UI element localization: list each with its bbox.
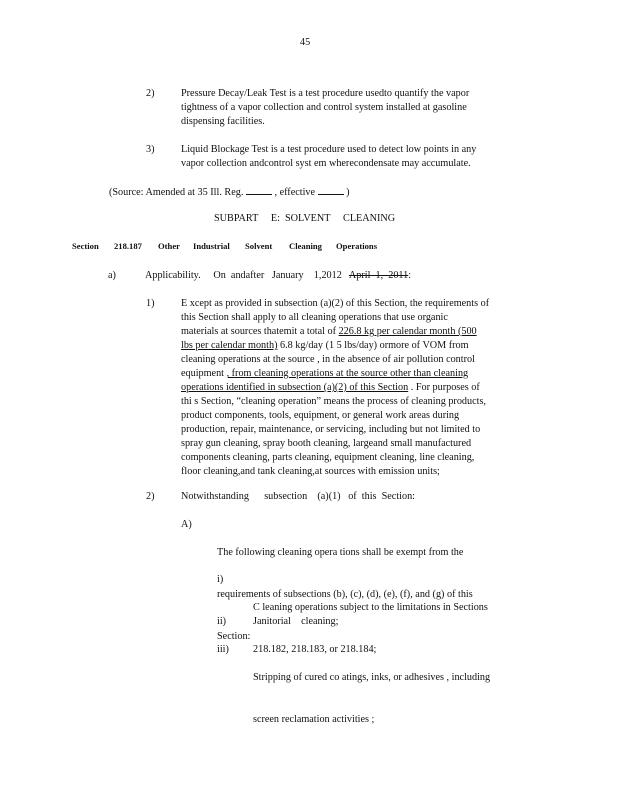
text-line [181,367,489,381]
para-ii-text: Janitorial cleaning; [253,616,339,627]
source-blank-2 [318,184,344,195]
text-line [181,465,489,479]
text-segment: floor cleaning,and tank cleaning,at sources with emission units; [181,466,440,477]
item-3-number: 3) [146,144,155,155]
para-a-number: a) [108,270,116,281]
para-1-number: 1) [146,298,155,309]
para-a-main: Applicability. On andafter January 1,2012 [145,270,342,281]
para-a-text [145,269,411,283]
text-line [181,437,489,451]
section-label: Section [72,241,99,251]
section-number: 218.187 [114,241,142,251]
text-line: Stripping of cured co atings, inks, or adhesives , including [253,672,491,683]
inserted-text: lbs per calendar month) [181,340,278,351]
text-segment: E xcept as provided in subsection (a)(2) of this Section, the requirements of [181,298,490,309]
para-a-struck: April 1, 2011 [348,270,409,281]
inserted-text: 226.8 kg per calendar month (500 [338,326,477,337]
section-title-word: Operations [336,241,378,251]
section-title-word: Solvent [245,241,273,251]
text-line: screen reclamation activities ; [253,714,375,725]
text-line [181,353,489,367]
text-segment: cleaning operations at the source , in the absence of air pollution control [181,354,475,365]
para-iii-number: iii) [217,644,229,655]
text-line [181,451,489,465]
text-segment: production, repair, maintenance, or servicing, including but not limited to [181,424,481,435]
text-line: Section: [217,631,251,642]
text-segment: this Section shall apply to all cleaning operations that use organic [181,312,448,323]
text-line: Liquid Blockage Test is a test procedure used to detect low points in any [181,144,477,155]
text-line: 218.182, 218.183, or 218.184; [253,644,377,655]
para-iii-text [253,643,490,741]
text-segment: spray gun cleaning, spray booth cleaning, largeand small manufactured [181,438,472,449]
para-a-end: : [408,270,412,281]
item-2-number: 2) [146,88,155,99]
text-line [181,325,489,339]
source-text-1: (Source: Amended at 35 Ill. Reg. [109,187,244,198]
text-segment: thi s Section, “cleaning operation” means the process of cleaning products, [181,396,486,407]
item-2-text [181,87,469,129]
source-blank-1 [246,184,272,195]
para-A-number: A) [181,519,192,530]
para-i-number: i) [217,574,224,585]
text-line: tightness of a vapor collection and control system installed at gasoline [181,102,467,113]
para-2-text: Notwithstanding subsection (a)(1) of this Section: [181,491,415,502]
para-2-number: 2) [146,491,155,502]
text-line: vapor collection andcontrol syst em wherecondensate may accumulate. [181,158,471,169]
text-line: requirements of subsections (b), (c), (d), (e), (f), and (g) of this [217,589,473,600]
text-line: The following cleaning opera tions shall be exempt from the [217,547,464,558]
source-text-3: ) [346,187,350,198]
text-line: C leaning operations subject to the limitations in Sections [253,602,488,613]
item-3-text [181,143,476,171]
text-segment: materials at sources thatemit a total of [181,326,339,337]
text-line [181,423,489,437]
source-text-2: , effective [274,187,316,198]
text-segment: components cleaning, parts cleaning, equipment cleaning, line cleaning, [181,452,475,463]
text-segment: ormore of VOM from [379,340,469,351]
source-note [109,184,350,200]
para-ii-number: ii) [217,616,227,627]
text-segment: product components, tools, equipment, or general work areas during [181,410,460,421]
text-segment: equipment [181,368,227,379]
inserted-text: , from cleaning operations at the source other than cleaning [226,368,469,379]
text-line [181,409,489,423]
page-number: 45 [300,37,311,48]
text-line: dispensing facilities. [181,116,265,127]
subpart-heading: SUBPART E: SOLVENT CLEANING [214,213,396,224]
inserted-text: operations identified in subsection (a)(2) of this Section [181,382,409,393]
text-line: Pressure Decay/Leak Test is a test procedure usedto quantify the vapor [181,88,470,99]
text-line [181,297,489,311]
section-title-word: Cleaning [289,241,322,251]
para-1-text [181,297,489,479]
text-line [181,395,489,409]
section-title-word: Industrial [193,241,230,251]
text-line [181,381,489,395]
text-line [181,339,489,353]
text-segment: . For purposes of [408,382,480,393]
section-title-word: Other [158,241,180,251]
text-segment: 6.8 kg/day (1 5 lbs/day) [277,340,380,351]
text-line [181,311,489,325]
